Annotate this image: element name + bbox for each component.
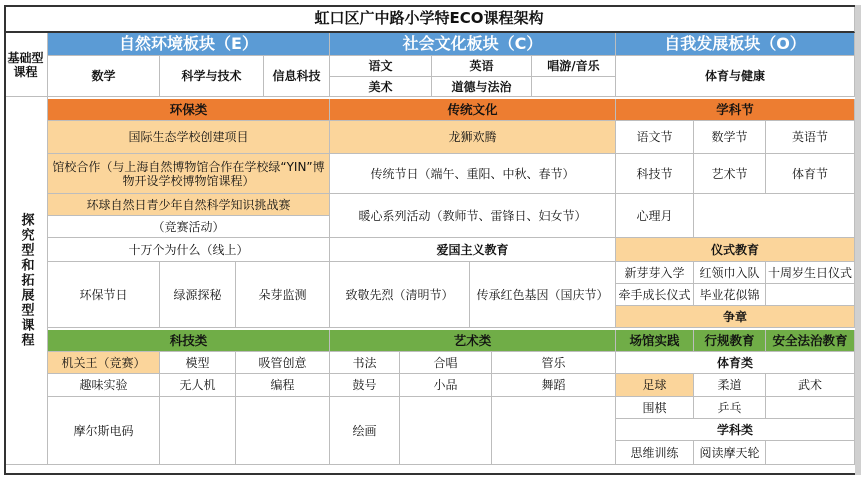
- section-env: 环保类: [48, 99, 330, 121]
- env-sprout: 朵芽监测: [236, 262, 330, 328]
- arts-blank: [492, 397, 616, 465]
- section-venue: 场馆实践: [616, 330, 694, 352]
- env-eco-school: 国际生态学校创建项目: [48, 121, 330, 154]
- env-why: 十万个为什么（线上）: [48, 238, 330, 262]
- subject-item: 思维训练: [616, 441, 694, 465]
- ritual-item: 牵手成长仪式: [616, 284, 694, 306]
- level-explore: 探究型和拓展型课程: [4, 97, 48, 465]
- arts-blank: [400, 397, 492, 465]
- trad-red-gene: 传承红色基因（国庆节）: [470, 262, 616, 328]
- tech-item: 机关王（竞赛）: [48, 352, 160, 374]
- env-museum: 馆校合作（与上海自然博物馆合作在学校绿“YIN”博物开设学校博物馆课程）: [48, 154, 330, 194]
- tech-item: 无人机: [160, 374, 236, 397]
- tech-item: 模型: [160, 352, 236, 374]
- table-title: 虹口区广中路小学特ECO课程架构: [4, 5, 855, 33]
- sports-blank: [766, 397, 855, 419]
- subject-fest-item: 心理月: [616, 194, 694, 238]
- ritual-blank: [766, 284, 855, 306]
- subject-fest-blank: [694, 194, 855, 238]
- tech-item: 摩尔斯电码: [48, 397, 160, 465]
- section-tech: 科技类: [48, 330, 330, 352]
- ritual-item: 十周岁生日仪式: [766, 262, 855, 284]
- trad-warm: 暖心系列活动（教师节、雷锋日、妇女节）: [330, 194, 616, 238]
- course-blank: [532, 77, 616, 97]
- arts-item: 小品: [400, 374, 492, 397]
- subject-fest-item: 英语节: [766, 121, 855, 154]
- course-math: 数学: [48, 56, 160, 97]
- tech-blank: [160, 397, 236, 465]
- sports-item: 柔道: [694, 374, 766, 397]
- course-it: 信息科技: [264, 56, 330, 97]
- section-patriot: 爱国主义教育: [330, 238, 616, 262]
- trad-festivals: 传统节日（端午、重阳、中秋、春节）: [330, 154, 616, 194]
- arts-item: 管乐: [492, 352, 616, 374]
- sheet-edge: [855, 5, 861, 475]
- ritual-item: 毕业花似锦: [694, 284, 766, 306]
- course-art: 美术: [330, 77, 432, 97]
- tech-blank: [236, 397, 330, 465]
- section-compete: 争章: [616, 306, 855, 328]
- env-source: 绿源探秘: [160, 262, 236, 328]
- module-nature: 自然环境板块（E）: [48, 33, 330, 56]
- subject-fest-item: 数学节: [694, 121, 766, 154]
- subject-fest-item: 体育节: [766, 154, 855, 194]
- arts-item: 绘画: [330, 397, 400, 465]
- sports-item: 乒乓: [694, 397, 766, 419]
- tech-item: 编程: [236, 374, 330, 397]
- section-ritual: 仪式教育: [616, 238, 855, 262]
- arts-item: 鼓号: [330, 374, 400, 397]
- env-fest: 环保节日: [48, 262, 160, 328]
- level-basic: 基础型课程: [4, 33, 48, 97]
- arts-item: 舞蹈: [492, 374, 616, 397]
- trad-martyrs: 致敬先烈（清明节）: [330, 262, 470, 328]
- sports-item: 武术: [766, 374, 855, 397]
- module-self: 自我发展板块（O）: [616, 33, 855, 56]
- tech-item: 趣味实验: [48, 374, 160, 397]
- section-safety: 安全法治教育: [766, 330, 855, 352]
- module-culture: 社会文化板块（C）: [330, 33, 616, 56]
- section-subject-fest: 学科节: [616, 99, 855, 121]
- subject-item: 阅读摩天轮: [694, 441, 766, 465]
- course-english: 英语: [432, 56, 532, 77]
- trad-lion: 龙狮欢腾: [330, 121, 616, 154]
- env-contest: （竞赛活动）: [48, 216, 330, 238]
- course-ethics: 道德与法治: [432, 77, 532, 97]
- env-day: 环球自然日青少年自然科学知识挑战赛: [48, 194, 330, 216]
- sports-item: 围棋: [616, 397, 694, 419]
- arts-item: 合唱: [400, 352, 492, 374]
- course-pe-health: 体育与健康: [616, 56, 855, 97]
- subject-fest-item: 艺术节: [694, 154, 766, 194]
- section-sports: 体育类: [616, 352, 855, 374]
- section-arts: 艺术类: [330, 330, 616, 352]
- arts-item: 书法: [330, 352, 400, 374]
- ritual-item: 新芽芽入学: [616, 262, 694, 284]
- course-music: 唱游/音乐: [532, 56, 616, 77]
- section-trad: 传统文化: [330, 99, 616, 121]
- ritual-item: 红领巾入队: [694, 262, 766, 284]
- tech-item: 吸管创意: [236, 352, 330, 374]
- subject-fest-item: 科技节: [616, 154, 694, 194]
- course-science: 科学与技术: [160, 56, 264, 97]
- sports-item: 足球: [616, 374, 694, 397]
- section-conduct: 行规教育: [694, 330, 766, 352]
- course-chinese: 语文: [330, 56, 432, 77]
- subject-blank: [766, 441, 855, 465]
- subject-fest-item: 语文节: [616, 121, 694, 154]
- section-subjects: 学科类: [616, 419, 855, 441]
